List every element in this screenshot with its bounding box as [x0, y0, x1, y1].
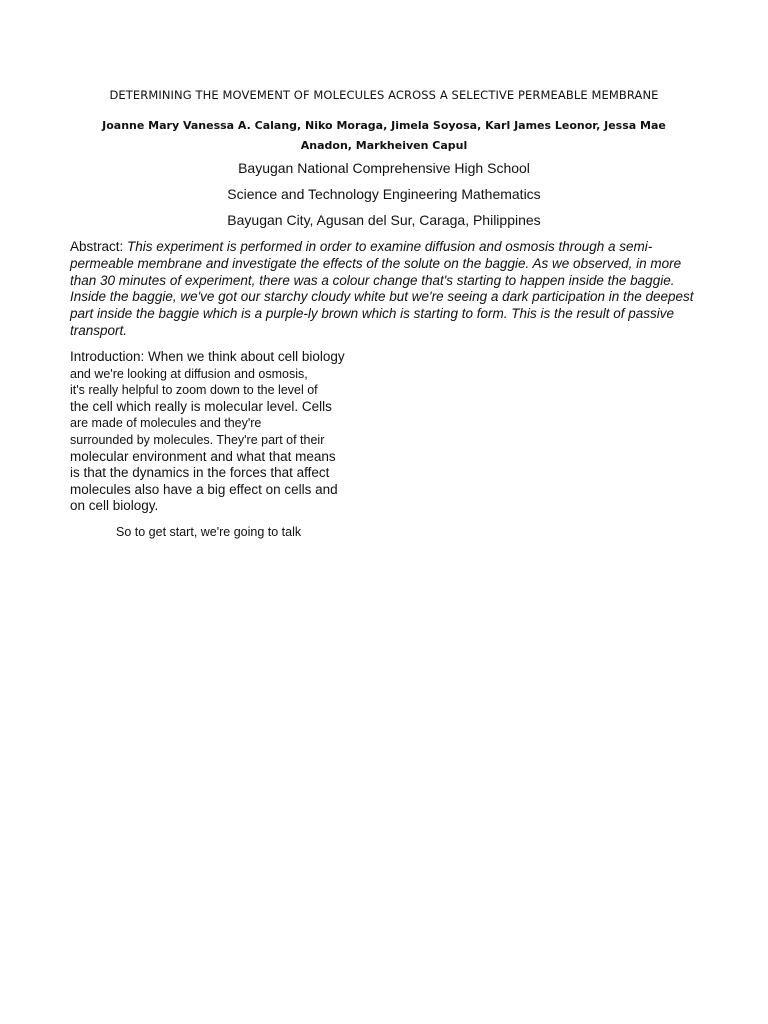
- intro-line: molecular environment and what that means: [70, 448, 336, 464]
- abstract-label: Abstract:: [70, 239, 128, 254]
- abstract-text: This experiment is performed in order to examine diffusion and osmosis through a semi-permeable membrane and investigate the effects of the solute on the baggie. As we observed, in more than 30 minutes of experiment, there was a colour change that's starting to happen inside the baggie. Inside the baggie, we've got our starchy cloudy white but we're seeing a dark participation in the deepest part inside the baggie which is a purple-ly brown which is starting to form. This is the result of passive transport.: [70, 239, 694, 338]
- intro-line: are made of molecules and they're: [70, 416, 262, 431]
- intro-line: Introduction: When we think about cell biology: [70, 349, 345, 364]
- intro-line: molecules also have a big effect on cells and: [70, 481, 338, 497]
- intro-line: it's really helpful to zoom down to the level of: [70, 383, 318, 398]
- introduction-section: [70, 349, 370, 515]
- intro-line: and we're looking at diffusion and osmosis,: [70, 366, 308, 381]
- intro-continuation: So to get start, we're going to talk: [116, 525, 302, 539]
- affiliation-school: Bayugan National Comprehensive High School: [238, 160, 530, 176]
- abstract-section: [70, 239, 710, 340]
- author-list: Joanne Mary Vanessa A. Calang, Niko Moraga, Jimela Soyosa, Karl James Leonor, Jessa Mae Anadon, Markheiven Capul: [102, 119, 666, 152]
- affiliation-location: Bayugan City, Agusan del Sur, Caraga, Philippines: [227, 212, 541, 228]
- intro-line: on cell biology.: [70, 498, 159, 514]
- paper-title: DETERMINING THE MOVEMENT OF MOLECULES ACROSS A SELECTIVE PERMEABLE MEMBRANE: [109, 88, 659, 102]
- intro-line: is that the dynamics in the forces that affect: [70, 465, 330, 481]
- intro-line: surrounded by molecules. They're part of their: [70, 432, 325, 447]
- affiliation-program: Science and Technology Engineering Mathematics: [227, 186, 541, 202]
- intro-line: the cell which really is molecular level. Cells: [70, 398, 332, 414]
